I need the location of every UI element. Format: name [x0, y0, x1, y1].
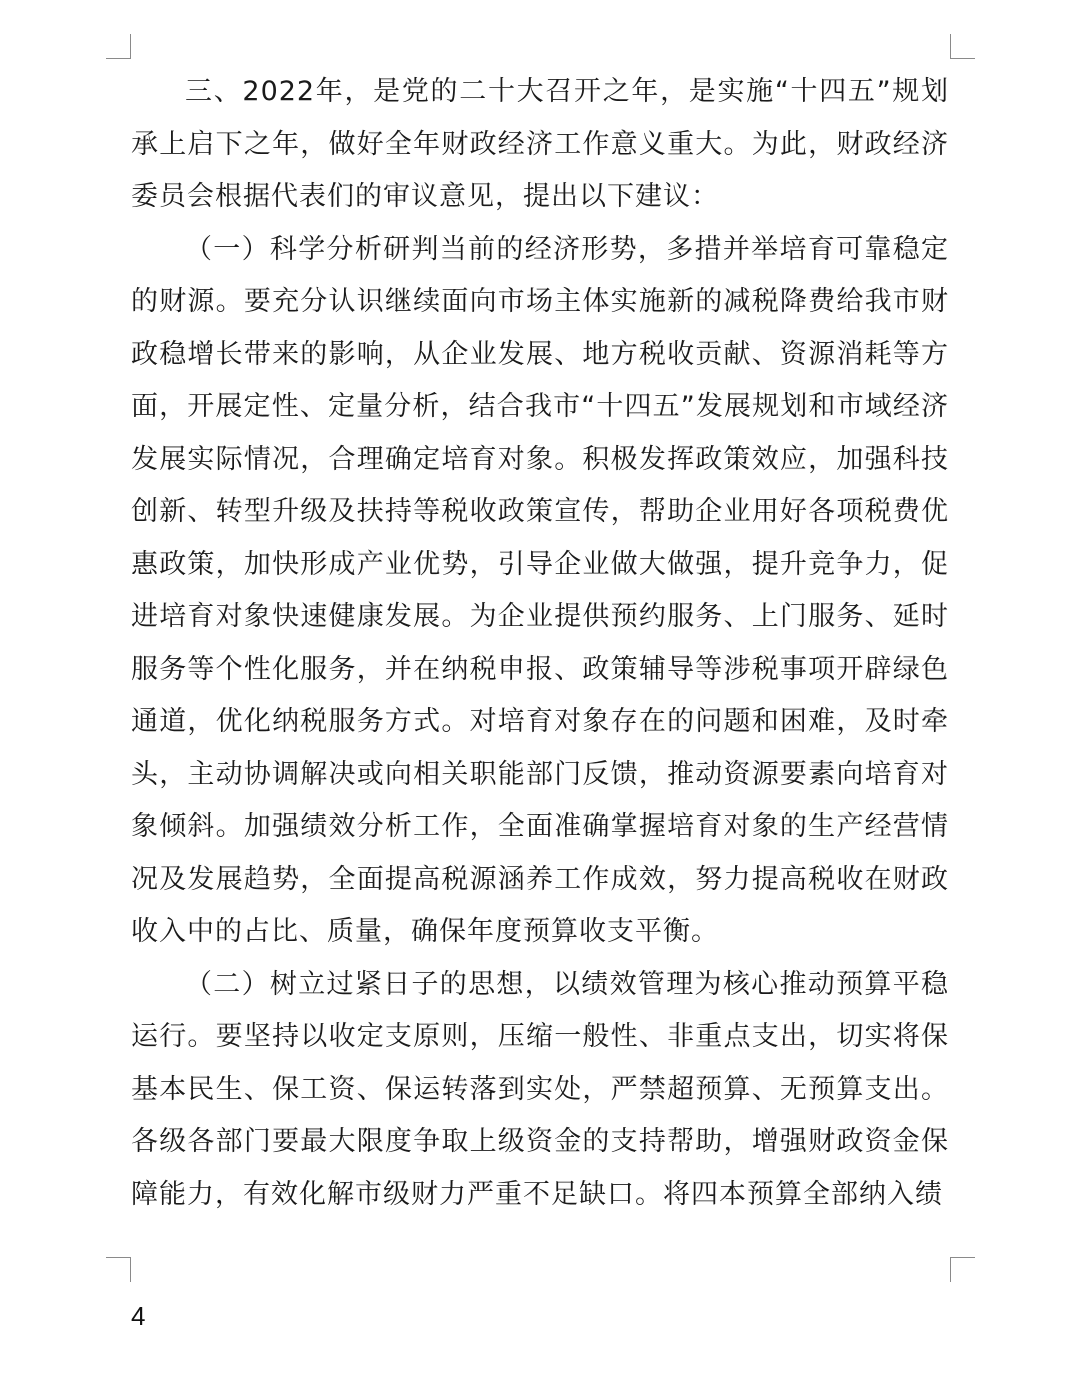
- page-number: 4: [131, 1301, 146, 1331]
- paragraph-section-three: 三、2022年，是党的二十大召开之年，是实施“十四五”规划承上启下之年，做好全年财政经济工作意义重大。为此，财政经济委员会根据代表们的审议意见，提出以下建议：: [131, 76, 949, 212]
- paragraph-item-two: （二）树立过紧日子的思想，以绩效管理为核心推动预算平稳运行。要坚持以收定支原则，压缩一般性、非重点支出，切实将保基本民生、保工资、保运转落到实处，严禁超预算、无预算支出。各级各部门要最大限度争取上级资金的支持帮助，增强财政资金保障能力，有效化解市级财力严重不足缺口。将四本预算全部纳入绩: [131, 968, 949, 1210]
- paragraph-item-one: （一）科学分析研判当前的经济形势，多措并举培育可靠稳定的财源。要充分认识继续面向市场主体实施新的减税降费给我市财政稳增长带来的影响，从企业发展、地方税收贡献、资源消耗等方面，开展定性、定量分析，结合我市“十四五”发展规划和市域经济发展实际情况，合理确定培育对象。积极发挥政策效应，加强科技创新、转型升级及扶持等税收政策宣传，帮助企业用好各项税费优惠政策，加快形成产业优势，引导企业做大做强，提升竞争力，促进培育对象快速健康发展。为企业提供预约服务、上门服务、延时服务等个性化服务，并在纳税申报、政策辅导等涉税事项开辟绿色通道，优化纳税服务方式。对培育对象存在的问题和困难，及时牵头，主动协调解决或向相关职能部门反馈，推动资源要素向培育对象倾斜。加强绩效分析工作，全面准确掌握培育对象的生产经营情况及发展趋势，全面提高税源涵养工作成效，努力提高税收在财政收入中的占比、质量，确保年度预算收支平衡。: [131, 233, 949, 947]
- crop-mark-top-left: [106, 34, 131, 59]
- crop-mark-bottom-left: [106, 1257, 131, 1282]
- crop-mark-top-right: [950, 34, 975, 59]
- crop-mark-bottom-right: [950, 1257, 975, 1282]
- document-body: [131, 66, 949, 1221]
